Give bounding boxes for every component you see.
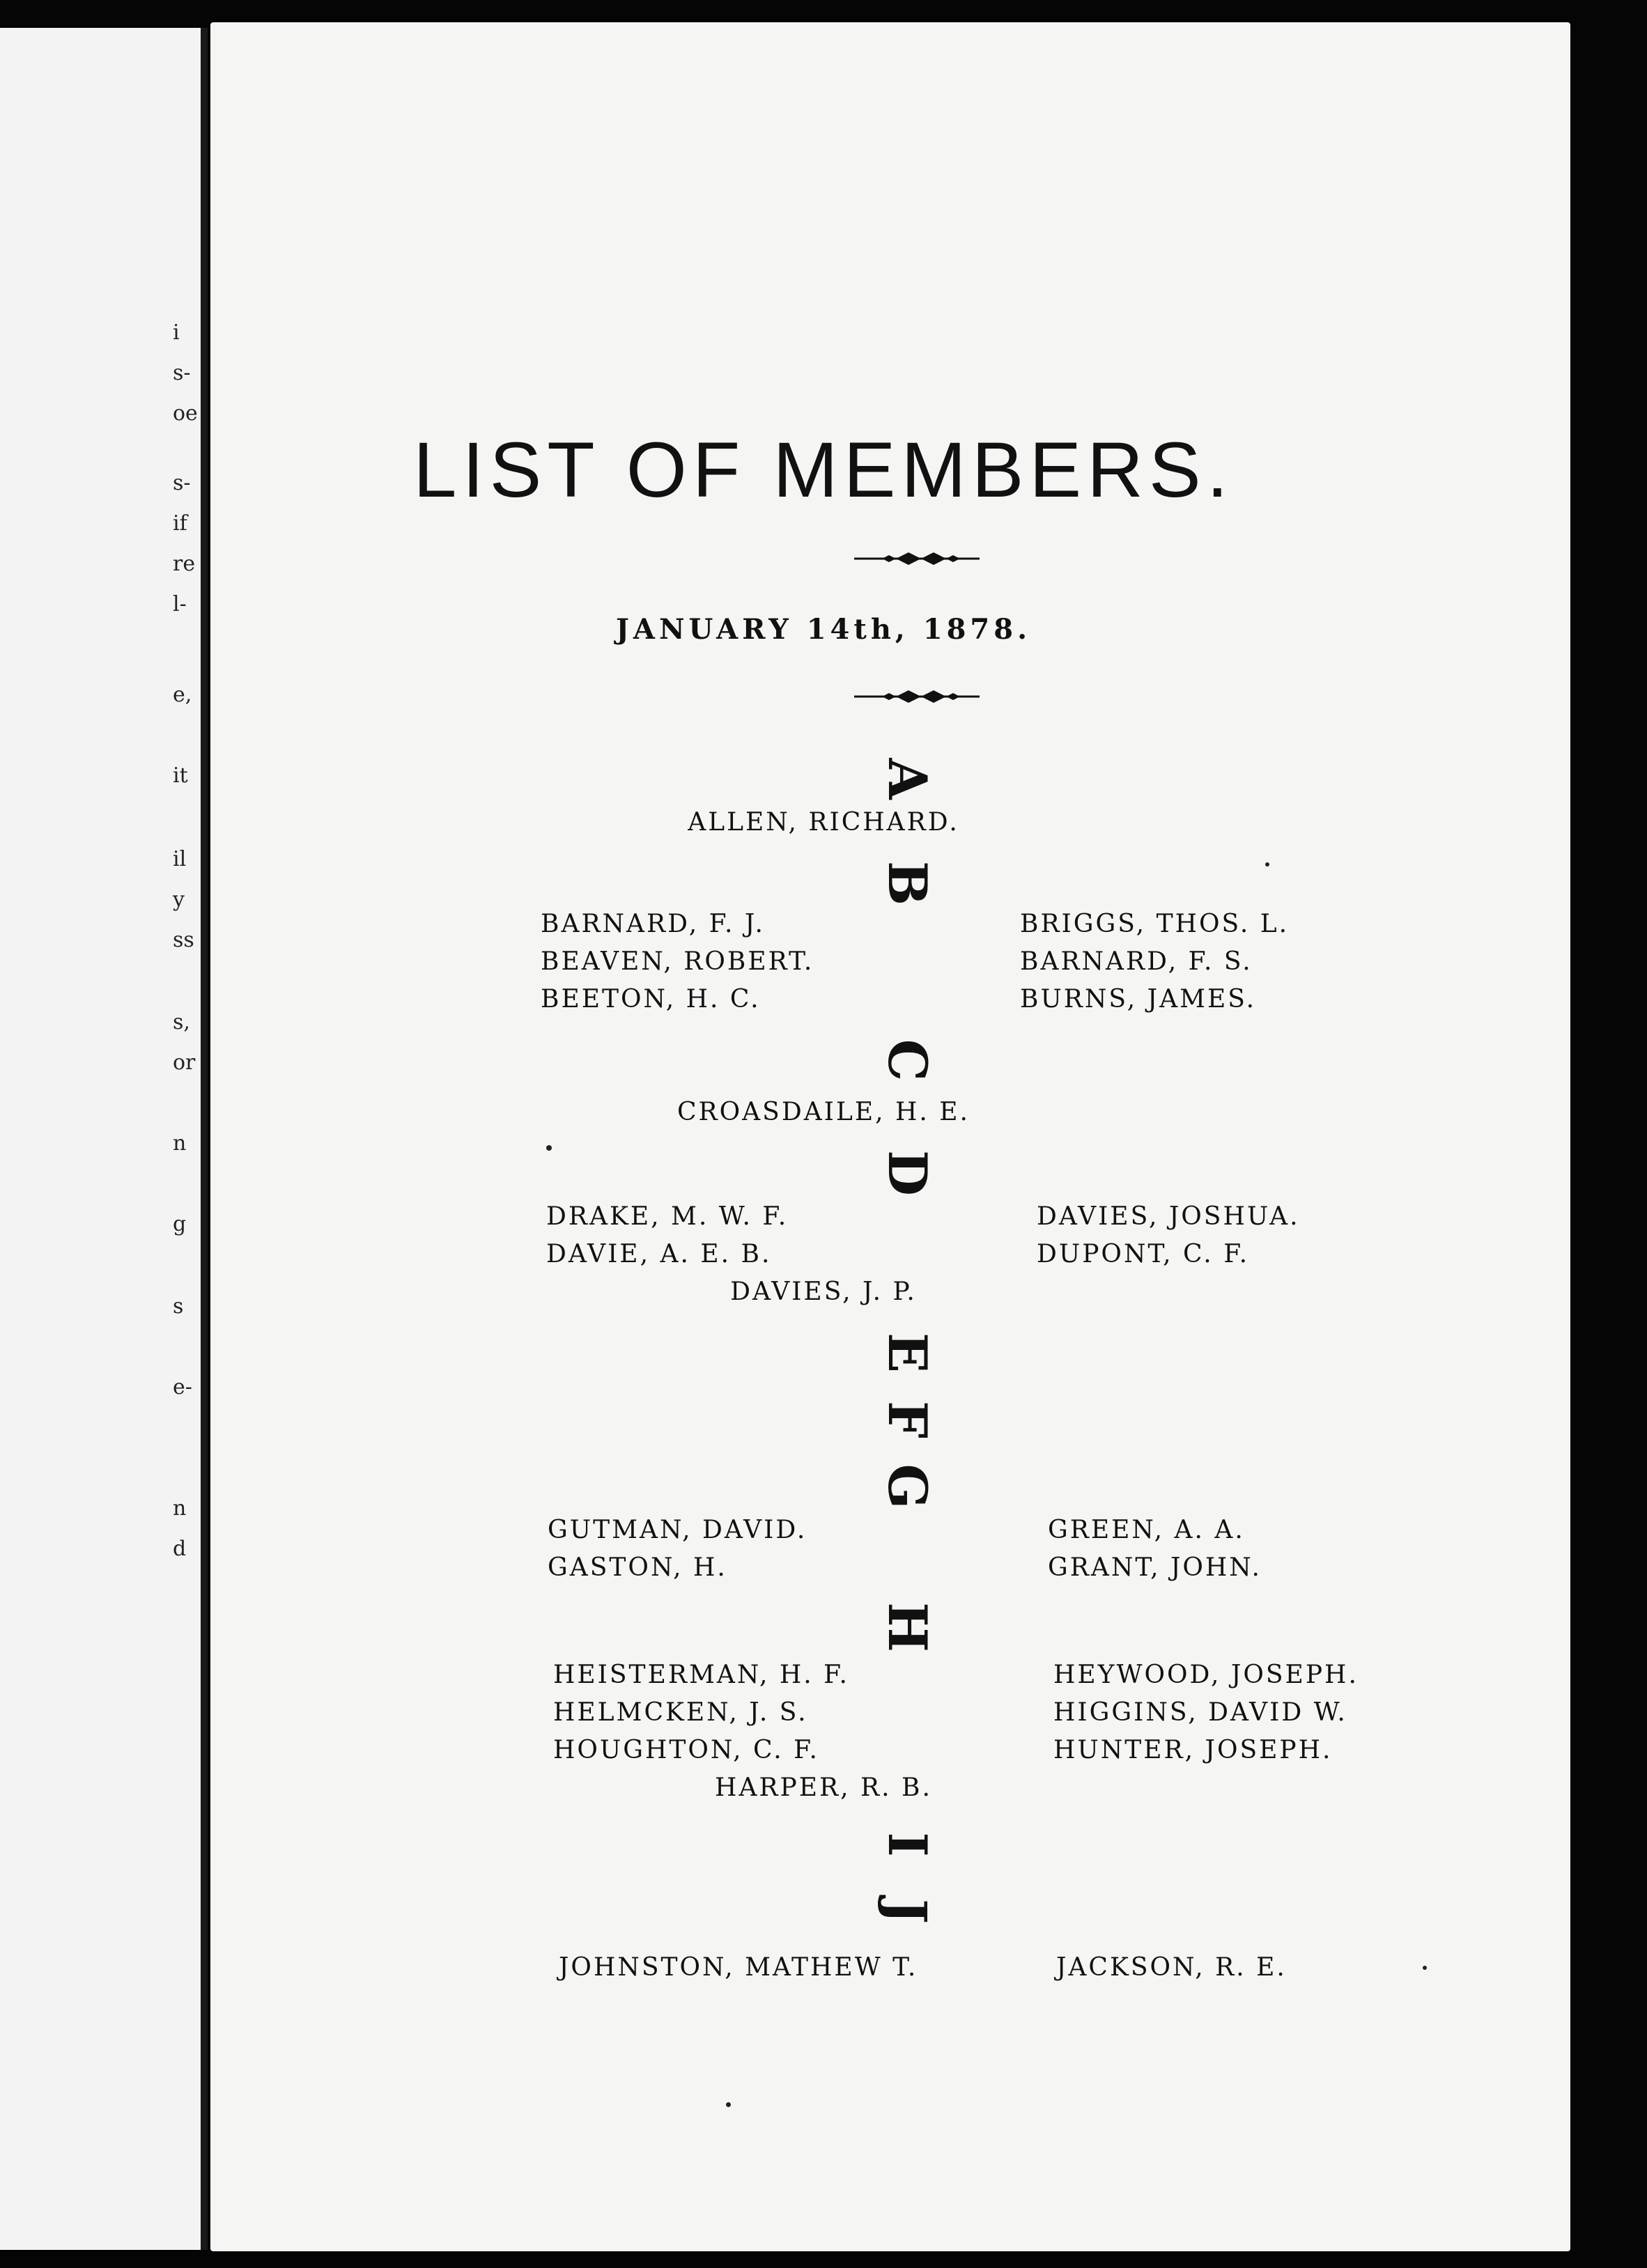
section-letter-j: J	[876, 1899, 938, 1924]
member-name: DRAKE, M. W. F.	[546, 1202, 789, 1231]
page-title: LIST OF MEMBERS.	[413, 426, 1234, 513]
left-page-fragment: y	[173, 887, 185, 912]
section-letter-h: H	[876, 1602, 938, 1652]
list-date: JANUARY 14th, 1878.	[615, 613, 1032, 646]
ink-speck	[1265, 862, 1269, 867]
ink-speck	[546, 1145, 552, 1151]
member-name: HIGGINS, DAVID W.	[1053, 1698, 1347, 1727]
left-page-fragment: g	[173, 1212, 187, 1236]
left-page-fragment: or	[173, 1050, 196, 1075]
member-name: GRANT, JOHN.	[1048, 1553, 1262, 1582]
member-name: HARPER, R. B.	[715, 1773, 932, 1802]
member-name: GUTMAN, DAVID.	[548, 1516, 807, 1544]
member-name: BARNARD, F. S.	[1020, 947, 1253, 976]
section-letter-i: I	[876, 1832, 938, 1857]
section-letter-g: G	[876, 1463, 938, 1509]
ink-speck	[1423, 1966, 1427, 1970]
left-page-fragment: e,	[173, 683, 192, 707]
left-page-fragment: e-	[173, 1375, 192, 1399]
facing-page	[0, 28, 208, 2250]
member-name: JOHNSTON, MATHEW T.	[559, 1953, 918, 1982]
member-name: HUNTER, JOSEPH.	[1053, 1736, 1333, 1764]
member-name: ALLEN, RICHARD.	[688, 808, 959, 837]
member-name: BARNARD, F. J.	[541, 910, 765, 938]
member-name: BEAVEN, ROBERT.	[541, 947, 814, 976]
member-name: BRIGGS, THOS. L.	[1020, 910, 1290, 938]
member-name: DUPONT, C. F.	[1037, 1240, 1250, 1268]
left-page-fragment: s-	[173, 471, 191, 495]
left-page-fragment: s,	[173, 1010, 190, 1034]
left-page-fragment: l-	[173, 592, 187, 616]
left-page-fragment: s	[173, 1294, 184, 1319]
left-page-fragment: if	[173, 511, 187, 536]
left-page-fragment: i	[173, 320, 180, 345]
section-letter-f: F	[876, 1401, 938, 1438]
member-name: DAVIES, JOSHUA.	[1037, 1202, 1300, 1231]
left-page-fragment: oe	[173, 401, 198, 426]
member-name: CROASDAILE, H. E.	[677, 1098, 970, 1126]
member-name: DAVIE, A. E. B.	[546, 1240, 772, 1268]
member-name: HELMCKEN, J. S.	[553, 1698, 808, 1727]
section-letter-a: A	[876, 758, 938, 800]
ornament-divider	[854, 688, 980, 705]
section-letter-c: C	[876, 1039, 938, 1082]
left-page-fragment: it	[173, 763, 188, 788]
section-letter-e: E	[876, 1333, 938, 1373]
member-name: JACKSON, R. E.	[1056, 1953, 1287, 1982]
member-name: HOUGHTON, C. F.	[553, 1736, 819, 1764]
section-letter-b: B	[876, 860, 938, 906]
member-name: GASTON, H.	[548, 1553, 727, 1582]
left-page-fragment: s-	[173, 361, 191, 385]
left-page-fragment: n	[173, 1496, 187, 1521]
member-name: BEETON, H. C.	[541, 985, 761, 1013]
member-name: HEYWOOD, JOSEPH.	[1053, 1661, 1359, 1689]
member-name: DAVIES, J. P.	[730, 1277, 917, 1306]
left-page-fragment: ss	[173, 928, 194, 952]
ornament-divider	[854, 550, 980, 567]
ink-speck	[726, 2102, 731, 2107]
left-page-fragment: n	[173, 1131, 187, 1156]
left-page-fragment: d	[173, 1537, 187, 1561]
left-page-fragment: il	[173, 847, 187, 871]
member-name: GREEN, A. A.	[1048, 1516, 1245, 1544]
member-name: HEISTERMAN, H. F.	[553, 1661, 849, 1689]
section-letter-d: D	[876, 1150, 938, 1196]
member-name: BURNS, JAMES.	[1020, 985, 1257, 1013]
left-page-fragment: re	[173, 552, 196, 576]
